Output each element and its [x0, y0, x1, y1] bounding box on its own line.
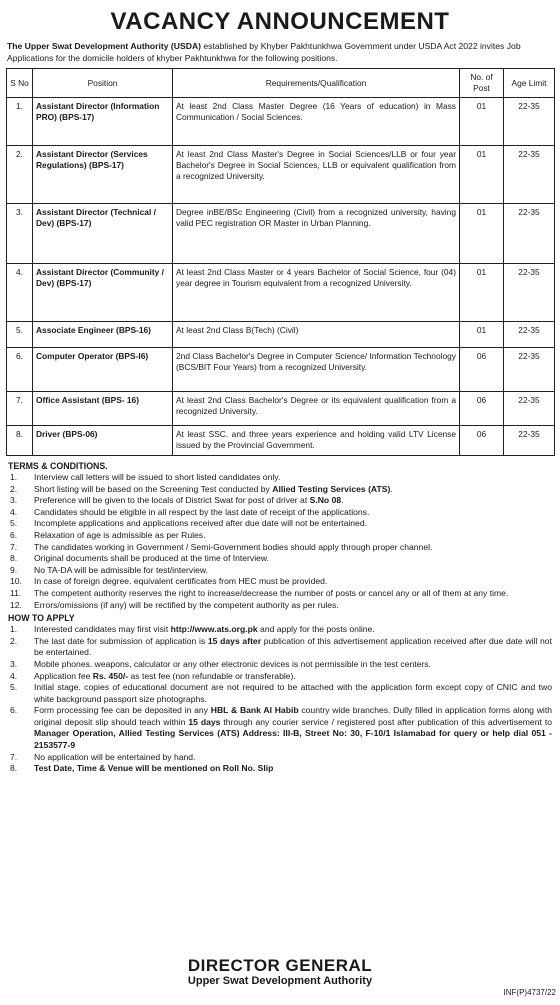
vacancy-table — [6, 68, 555, 456]
item-bold: http://www.ats.org.pk — [170, 624, 258, 635]
cell-age: 22-35 — [504, 264, 555, 322]
list-item — [8, 588, 552, 600]
list-item — [8, 600, 552, 612]
item-number: 2. — [10, 483, 18, 494]
cell-position: Computer Operator (BPS-I6) — [33, 348, 173, 392]
cell-posts: 06 — [460, 426, 504, 456]
cell-position: Office Assistant (BPS- 16) — [33, 392, 173, 426]
footer-signature — [6, 957, 554, 995]
apply-section — [8, 612, 552, 775]
terms-list — [8, 472, 552, 611]
item-number: 12. — [10, 599, 22, 610]
item-number: 2. — [10, 635, 18, 646]
cell-requirements: At least 2nd Class Master or 4 years Bachelor of Social Science, four (04) year degree in Tourism equivalent from a recognized University. — [173, 264, 460, 322]
item-text: Application fee — [34, 670, 93, 681]
footer-title: DIRECTOR GENERAL — [187, 956, 373, 975]
item-number: 9. — [10, 564, 18, 575]
cell-posts: 01 — [460, 264, 504, 322]
table-row — [7, 98, 555, 146]
item-number: 1. — [10, 624, 18, 635]
item-bold: Rs. 450/- — [92, 670, 129, 681]
advert-reference: INF(P)4737/22 — [503, 988, 556, 997]
list-item — [8, 671, 552, 683]
item-text: No application will be entertained by hand. — [34, 751, 196, 762]
item-bold: 15 days after — [207, 635, 262, 646]
header-age-limit: Age Limit — [504, 69, 555, 98]
table-row — [7, 264, 555, 322]
cell-posts: 06 — [460, 348, 504, 392]
intro-org: The Upper Swat Development Authority (USDA) — [7, 41, 202, 51]
cell-requirements: At least 2nd Class B(Tech) (Civil) — [173, 322, 460, 348]
item-number: 11. — [10, 587, 22, 598]
cell-age: 22-35 — [504, 348, 555, 392]
cell-sno: 5. — [7, 322, 33, 348]
item-bold: S.No 08 — [309, 495, 342, 506]
cell-position: Assistant Director (Services Regulations) (BPS-17) — [33, 146, 173, 204]
cell-age: 22-35 — [504, 426, 555, 456]
cell-age: 22-35 — [504, 98, 555, 146]
item-number: 4. — [10, 670, 18, 681]
cell-sno: 8. — [7, 426, 33, 456]
cell-requirements: Degree inBE/BSc Engineering (Civil) from a recognized university, having valid PEC registration OR Master in Urban Planning. — [173, 204, 460, 264]
cell-age: 22-35 — [504, 146, 555, 204]
item-number: 3. — [10, 658, 18, 669]
cell-position: Associate Engineer (BPS-16) — [33, 322, 173, 348]
item-text: No TA-DA will be admissible for test/interview. — [34, 564, 209, 575]
header-requirements: Requirements/Qualification — [173, 69, 460, 98]
item-text: In case of foreign degree. equivalent certificates from HEC must be provided. — [34, 576, 328, 587]
item-text: Preference will be given to the locals of District Swat for post of driver at — [34, 495, 310, 506]
item-number: 5. — [10, 682, 18, 693]
list-item — [8, 659, 552, 671]
cell-sno: 7. — [7, 392, 33, 426]
item-bold: Manager Operation, Allied Testing Services (ATS) Address: III-B, Street No: 30, F-10/1 Islamabad for query or help dial 051 - 2153577-9 — [34, 728, 552, 751]
item-text: . — [341, 495, 344, 506]
cell-sno: 4. — [7, 264, 33, 322]
table-row — [7, 322, 555, 348]
cell-sno: 1. — [7, 98, 33, 146]
cell-requirements: At least 2nd Class Master Degree (16 Years of education) in Mass Communication / Social Sciences. — [173, 98, 460, 146]
cell-age: 22-35 — [504, 204, 555, 264]
cell-sno: 2. — [7, 146, 33, 204]
list-item — [8, 518, 552, 530]
item-number: 4. — [10, 506, 18, 517]
item-number: 3. — [10, 495, 18, 506]
item-text: The competent authority reserves the right to increase/decrease the number of posts or cancel any or all of them at any time. — [34, 587, 509, 598]
apply-list — [8, 624, 552, 775]
item-text: publication of this advertisement application received after due date will not be entertained. — [34, 635, 552, 658]
header-position: Position — [33, 69, 173, 98]
cell-position: Driver (BPS-06) — [33, 426, 173, 456]
item-text: Original documents shall be produced at the time of Interview. — [34, 553, 270, 564]
cell-position: Assistant Director (Information PRO) (BPS-17) — [33, 98, 173, 146]
item-number: 7. — [10, 541, 18, 552]
item-number: 6. — [10, 705, 18, 716]
item-number: 5. — [10, 518, 18, 529]
item-text: Mobile phones. weapons, calculator or any other electronic devices is not permissible in the test centers. — [34, 658, 431, 669]
item-number: 8. — [10, 553, 18, 564]
cell-posts: 01 — [460, 322, 504, 348]
item-text: and apply for the posts online. — [257, 624, 375, 635]
item-bold: HBL & Bank Al Habib — [210, 705, 299, 716]
item-text: through any courier service / registered post after publication of this advertisement to — [220, 716, 552, 727]
table-row — [7, 204, 555, 264]
header-posts: No. of Post — [460, 69, 504, 98]
item-text: Short listing will be based on the Screening Test conducted by — [34, 483, 273, 494]
terms-section — [8, 460, 552, 611]
item-text: The last date for submission of application is — [34, 635, 208, 646]
item-number: 8. — [10, 763, 18, 774]
list-item — [8, 752, 552, 764]
item-number: 6. — [10, 529, 18, 540]
footer-org: Upper Swat Development Authority — [187, 975, 373, 987]
cell-requirements: At least SSC. and three years experience and holding valid LTV License issued by the Provincial Government. — [173, 426, 460, 456]
cell-position: Assistant Director (Community / Dev) (BPS-17) — [33, 264, 173, 322]
item-text: Interested candidates may first visit — [34, 624, 171, 635]
cell-posts: 06 — [460, 392, 504, 426]
list-item — [8, 507, 552, 519]
item-number: 10. — [10, 576, 22, 587]
cell-posts: 01 — [460, 204, 504, 264]
list-item — [8, 472, 552, 484]
item-number: 1. — [10, 472, 18, 482]
list-item — [8, 682, 552, 705]
cell-age: 22-35 — [504, 322, 555, 348]
table-row — [7, 426, 555, 456]
intro-paragraph — [7, 40, 553, 64]
item-text: country wide branches. Dully filled in application forms along with original deposit slip should teach within — [34, 705, 552, 727]
cell-position: Assistant Director (Technical / Dev) (BPS-17) — [33, 204, 173, 264]
cell-requirements: 2nd Class Bachelor's Degree in Computer Science/ Information Technology (BCS/BIT Four Years) from a recognized University. — [173, 348, 460, 392]
cell-posts: 01 — [460, 98, 504, 146]
item-text: as test fee (non refundable or transferable). — [128, 670, 296, 681]
cell-requirements: At least 2nd Class Bachelor's Degree or its equivalent qualification from a recognized University. — [173, 392, 460, 426]
item-bold: Test Date, Time & Venue will be mentioned on Roll No. Slip — [34, 763, 274, 774]
list-item — [8, 576, 552, 588]
intro-text: established by Khyber Pakhtunkhwa Government under USDA Act 2022 invites Job Applications for the domicile holders of khyber Pakhtunkhwa for the following positions. — [7, 41, 521, 63]
list-item — [8, 565, 552, 577]
cell-sno: 6. — [7, 348, 33, 392]
item-text: Candidates should be eligible in all respect by the last date of receipt of the applications. — [34, 506, 370, 517]
item-text: . — [390, 483, 393, 494]
item-text: The candidates working in Government / Semi-Government bodies should apply through proper channel. — [34, 541, 433, 552]
item-text: Relaxation of age is admissible as per Rules. — [34, 529, 206, 540]
list-item — [8, 553, 552, 565]
list-item — [8, 636, 552, 659]
list-item — [8, 763, 552, 775]
table-header-row — [7, 69, 555, 98]
item-bold: 15 days — [188, 716, 221, 727]
header-sno: S No — [7, 69, 33, 98]
page-title: VACANCY ANNOUNCEMENT — [110, 8, 450, 35]
item-text: Form processing fee can be deposited in any — [34, 705, 211, 716]
cell-sno: 3. — [7, 204, 33, 264]
item-text: Incomplete applications and applications received after due date will not be entertained. — [34, 518, 367, 529]
list-item — [8, 542, 552, 554]
item-bold: Allied Testing Services (ATS) — [272, 483, 391, 494]
item-number: 7. — [10, 751, 18, 762]
list-item — [8, 624, 552, 636]
apply-heading: HOW TO APPLY — [8, 613, 75, 624]
cell-requirements: At least 2nd Class Master's Degree in Social Sciences/LLB or four year Bachelor's Degree in Social Sciences, LLB or equivalent qualification from a recognized University. — [173, 146, 460, 204]
item-text: Errors/omissions (if any) will be rectified by the competent authority as per rules. — [34, 599, 339, 610]
list-item — [8, 530, 552, 542]
table-row — [7, 146, 555, 204]
item-text: Interview call letters will be issued to short listed candidates only. — [34, 472, 281, 482]
list-item — [8, 495, 552, 507]
item-text: Initial stage. copies of educational document are not required to be attached with the application form except copy of CNIC and two white background passport size photographs. — [34, 682, 552, 704]
table-row — [7, 392, 555, 426]
cell-age: 22-35 — [504, 392, 555, 426]
vacancy-table-body — [7, 98, 555, 456]
list-item — [8, 705, 552, 751]
cell-posts: 01 — [460, 146, 504, 204]
terms-heading: TERMS & CONDITIONS. — [8, 461, 108, 471]
table-row — [7, 348, 555, 392]
list-item — [8, 484, 552, 496]
